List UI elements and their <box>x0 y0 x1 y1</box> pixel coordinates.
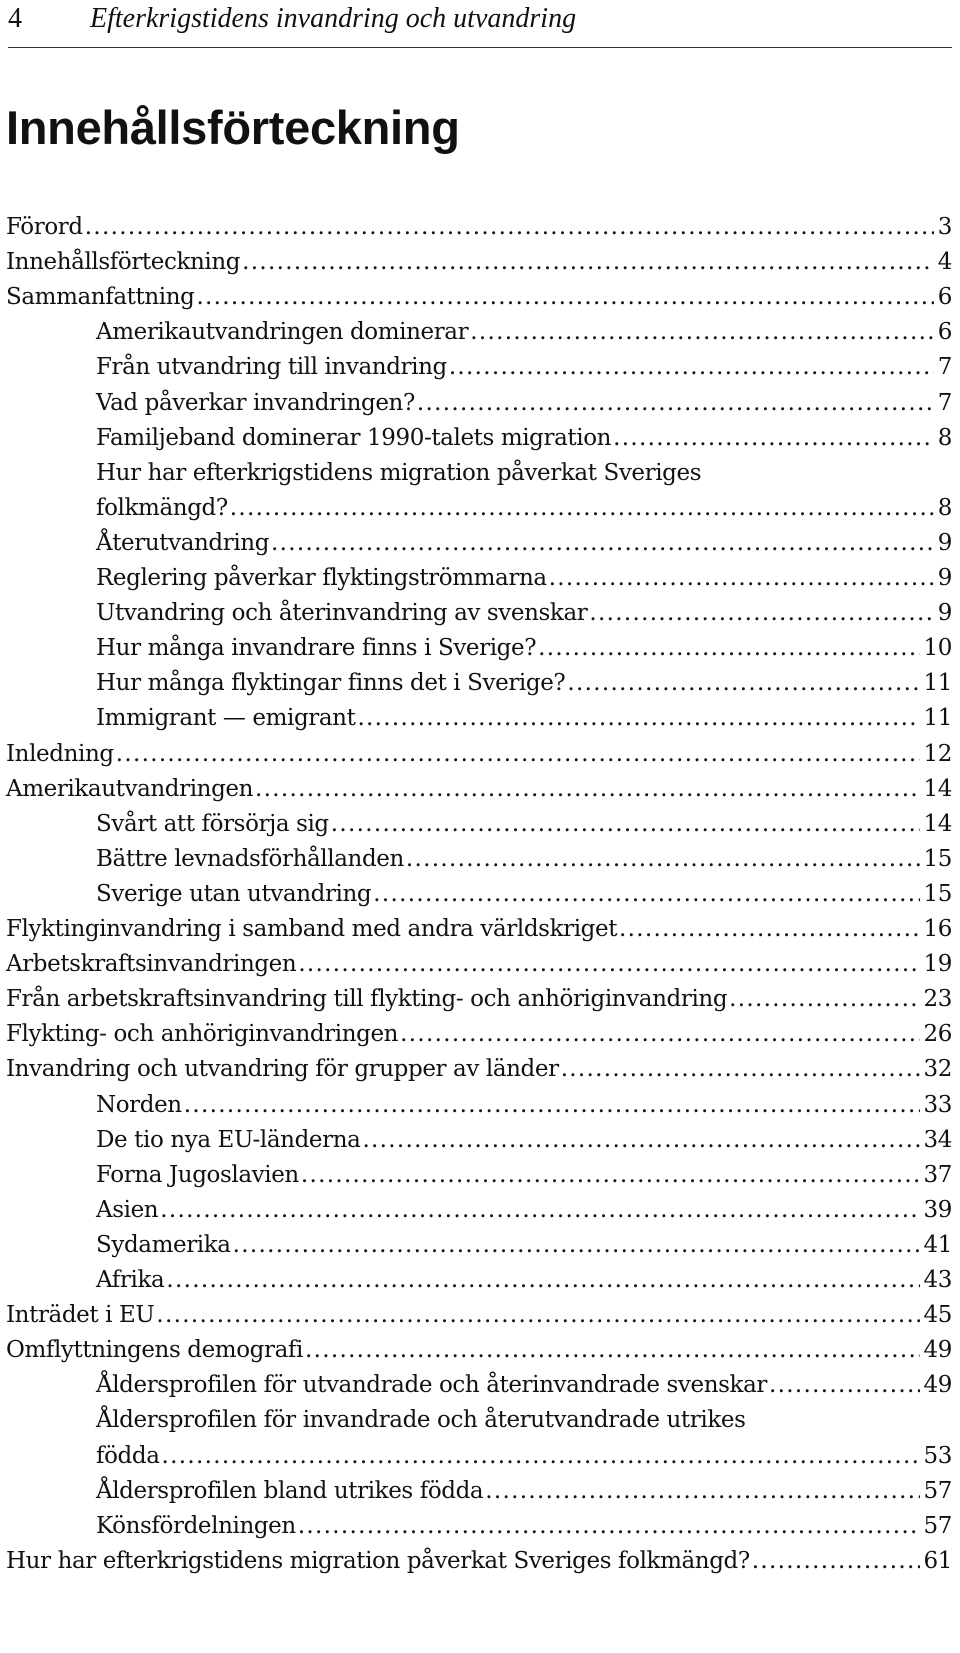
toc-entry-title: Norden <box>96 1092 182 1118</box>
toc-page-number: 10 <box>923 635 952 661</box>
toc-entry[interactable] <box>6 912 952 946</box>
toc-entry[interactable] <box>96 1193 952 1227</box>
toc-page-number: 49 <box>923 1337 952 1363</box>
toc-entry[interactable] <box>6 1333 952 1367</box>
toc-entry[interactable] <box>96 631 952 665</box>
toc-entry[interactable] <box>96 561 952 595</box>
toc-page-number: 26 <box>923 1021 952 1047</box>
toc-entry-title: Asien <box>96 1197 159 1223</box>
toc-page-number: 41 <box>923 1232 952 1258</box>
toc-entry-title: Från arbetskraftsinvandring till flykting- och anhöriginvandring <box>6 986 728 1012</box>
toc-page-number: 15 <box>923 846 952 872</box>
toc-entry-title: Svårt att försörja sig <box>96 811 329 837</box>
toc-entry[interactable] <box>96 666 952 700</box>
dot-leader <box>160 1193 919 1227</box>
toc-entry-title: Amerikautvandringen <box>6 776 254 802</box>
toc-page-number: 12 <box>923 741 952 767</box>
toc-page-number: 53 <box>923 1443 952 1469</box>
toc-entry[interactable] <box>96 421 952 455</box>
toc-entry-title: Inledning <box>6 741 114 767</box>
dot-leader <box>331 807 920 841</box>
dot-leader <box>752 1544 920 1578</box>
dot-leader <box>301 1158 920 1192</box>
toc-entry[interactable] <box>96 842 952 876</box>
header-running-title: Efterkrigstidens invandring och utvandring <box>90 3 577 34</box>
toc-entry-title: Immigrant — emigrant <box>96 705 356 731</box>
toc-entry-title: Forna Jugoslavien <box>96 1162 299 1188</box>
toc-entry[interactable] <box>96 1474 952 1508</box>
toc-page-number: 9 <box>937 530 952 556</box>
toc-entry-title: Åldersprofilen bland utrikes födda <box>96 1478 484 1504</box>
dot-leader <box>769 1368 920 1402</box>
toc-page-number: 19 <box>923 951 952 977</box>
toc-entry-title: Sydamerika <box>96 1232 231 1258</box>
toc-entry-title: Arbetskraftsinvandringen <box>6 951 297 977</box>
dot-leader <box>449 350 934 384</box>
toc-page-number: 9 <box>937 600 952 626</box>
dot-leader <box>162 1439 920 1473</box>
toc-page-number: 6 <box>937 319 952 345</box>
toc-page-number: 11 <box>923 670 952 696</box>
toc-entry[interactable] <box>96 491 952 525</box>
toc-page-number: 57 <box>923 1513 952 1539</box>
dot-leader <box>242 245 934 279</box>
toc-entry-title: Inträdet i EU <box>6 1302 155 1328</box>
toc-page-number: 16 <box>923 916 952 942</box>
toc-entry-line <box>96 1403 952 1437</box>
toc-entry[interactable] <box>6 772 952 806</box>
toc-page-number: 61 <box>923 1548 952 1574</box>
toc-entry[interactable] <box>96 1439 952 1473</box>
dot-leader <box>406 842 920 876</box>
toc-entry[interactable] <box>96 701 952 735</box>
toc-entry-title: Innehållsförteckning <box>6 249 241 275</box>
toc-entry-title: Från utvandring till invandring <box>96 354 447 380</box>
toc-entry-title: Hur många flyktingar finns det i Sverige? <box>96 670 566 696</box>
toc-entry-title: De tio nya EU-länderna <box>96 1127 361 1153</box>
toc-page-number: 11 <box>923 705 952 731</box>
toc-entry-title: Förord <box>6 214 83 240</box>
dot-leader <box>589 596 933 630</box>
toc-entry-title: Könsfördelningen <box>96 1513 296 1539</box>
dot-leader <box>271 526 934 560</box>
dot-leader <box>233 1228 920 1262</box>
toc-entry-title: Flyktinginvandring i samband med andra världskriget <box>6 916 618 942</box>
toc-entry-title: Utvandring och återinvandring av svenskar <box>96 600 588 626</box>
toc-entry[interactable] <box>96 1263 952 1297</box>
toc-entry[interactable] <box>96 877 952 911</box>
toc-entry-title: Afrika <box>96 1267 165 1293</box>
toc-entry-title: Återutvandring <box>96 530 270 556</box>
toc-entry[interactable] <box>96 1088 952 1122</box>
toc-page-number: 7 <box>937 390 952 416</box>
toc-entry-title: Flykting- och anhöriginvandringen <box>6 1021 399 1047</box>
toc-entry[interactable] <box>6 210 952 244</box>
toc-entry[interactable] <box>6 1298 952 1332</box>
toc-entry[interactable] <box>96 350 952 384</box>
toc-page-number: 49 <box>923 1372 952 1398</box>
dot-leader <box>230 491 934 525</box>
toc-page-number: 45 <box>923 1302 952 1328</box>
dot-leader <box>305 1333 920 1367</box>
toc-page-number: 4 <box>937 249 952 275</box>
dot-leader <box>116 737 920 771</box>
toc-page-number: 14 <box>923 776 952 802</box>
dot-leader <box>729 982 919 1016</box>
toc-page-number: 39 <box>923 1197 952 1223</box>
toc-entry[interactable] <box>6 1544 952 1578</box>
dot-leader <box>619 912 919 946</box>
page-title: Innehållsförteckning <box>6 101 460 154</box>
toc-entry[interactable] <box>96 1123 952 1157</box>
dot-leader <box>255 772 919 806</box>
dot-leader <box>196 280 933 314</box>
toc-entry-title: Familjeband dominerar 1990-talets migration <box>96 425 612 451</box>
dot-leader <box>184 1088 920 1122</box>
toc-entry-title: Omflyttningens demografi <box>6 1337 303 1363</box>
toc-entry[interactable] <box>6 947 952 981</box>
toc-entry[interactable] <box>96 526 952 560</box>
toc-entry[interactable] <box>6 1017 952 1051</box>
toc-page-number: 37 <box>923 1162 952 1188</box>
toc-entry[interactable] <box>6 1052 952 1086</box>
toc-entry-title: Sverige utan utvandring <box>96 881 372 907</box>
toc-entry-title: Åldersprofilen för utvandrade och återinvandrade svenskar <box>96 1372 767 1398</box>
dot-leader <box>166 1263 919 1297</box>
dot-leader <box>470 315 934 349</box>
toc-entry-title: Reglering påverkar flyktingströmmarna <box>96 565 547 591</box>
toc-entry-title: Hur många invandrare finns i Sverige? <box>96 635 537 661</box>
toc-entry-title: Sammanfattning <box>6 284 195 310</box>
dot-leader <box>567 666 919 700</box>
toc-entry[interactable] <box>96 386 952 420</box>
toc-entry[interactable] <box>6 280 952 314</box>
toc-entry[interactable] <box>96 1368 952 1402</box>
dot-leader <box>373 877 919 911</box>
toc-page-number: 43 <box>923 1267 952 1293</box>
dot-leader <box>613 421 934 455</box>
toc-page-number: 23 <box>923 986 952 1012</box>
toc-entry[interactable] <box>96 596 952 630</box>
toc-entry[interactable] <box>6 245 952 279</box>
dot-leader <box>417 386 934 420</box>
toc-entry[interactable] <box>96 807 952 841</box>
toc-entry-title: folkmängd? <box>96 495 228 521</box>
toc-entry[interactable] <box>96 315 952 349</box>
toc-page-number: 57 <box>923 1478 952 1504</box>
toc-entry-title: födda <box>96 1443 160 1469</box>
dot-leader <box>400 1017 919 1051</box>
dot-leader <box>298 1509 920 1543</box>
toc-page-number: 6 <box>937 284 952 310</box>
toc-page-number: 34 <box>923 1127 952 1153</box>
toc-entry[interactable] <box>6 737 952 771</box>
toc-entry-title: Åldersprofilen för invandrade och återutvandrade utrikes <box>96 1407 746 1433</box>
dot-leader <box>561 1052 920 1086</box>
running-header <box>8 0 952 48</box>
dot-leader <box>538 631 919 665</box>
dot-leader <box>85 210 934 244</box>
toc-page-number: 32 <box>923 1056 952 1082</box>
dot-leader <box>549 561 934 595</box>
toc-entry-title: Amerikautvandringen dominerar <box>96 319 469 345</box>
header-page-number: 4 <box>8 3 22 34</box>
toc-entry-title: Bättre levnadsförhållanden <box>96 846 404 872</box>
toc-entry[interactable] <box>96 1228 952 1262</box>
toc-entry-title: Invandring och utvandring för grupper av länder <box>6 1056 559 1082</box>
toc-entry-title: Hur har efterkrigstidens migration påverkat Sveriges <box>96 460 702 486</box>
toc-entry[interactable] <box>6 982 952 1016</box>
toc-entry-line <box>96 456 952 490</box>
toc-page-number: 14 <box>923 811 952 837</box>
toc-entry-title: Hur har efterkrigstidens migration påverkat Sveriges folkmängd? <box>6 1548 750 1574</box>
toc-page-number: 9 <box>937 565 952 591</box>
toc-page-number: 8 <box>937 425 952 451</box>
dot-leader <box>357 701 919 735</box>
toc-page-number: 3 <box>937 214 952 240</box>
dot-leader <box>156 1298 919 1332</box>
toc-page-number: 15 <box>923 881 952 907</box>
toc-entry[interactable] <box>96 1158 952 1192</box>
toc-page-number: 7 <box>937 354 952 380</box>
dot-leader <box>362 1123 919 1157</box>
dot-leader <box>485 1474 919 1508</box>
toc-entry-title: Vad påverkar invandringen? <box>96 390 415 416</box>
dot-leader <box>298 947 919 981</box>
toc-page-number: 8 <box>937 495 952 521</box>
toc-page-number: 33 <box>923 1092 952 1118</box>
toc-entry[interactable] <box>96 1509 952 1543</box>
